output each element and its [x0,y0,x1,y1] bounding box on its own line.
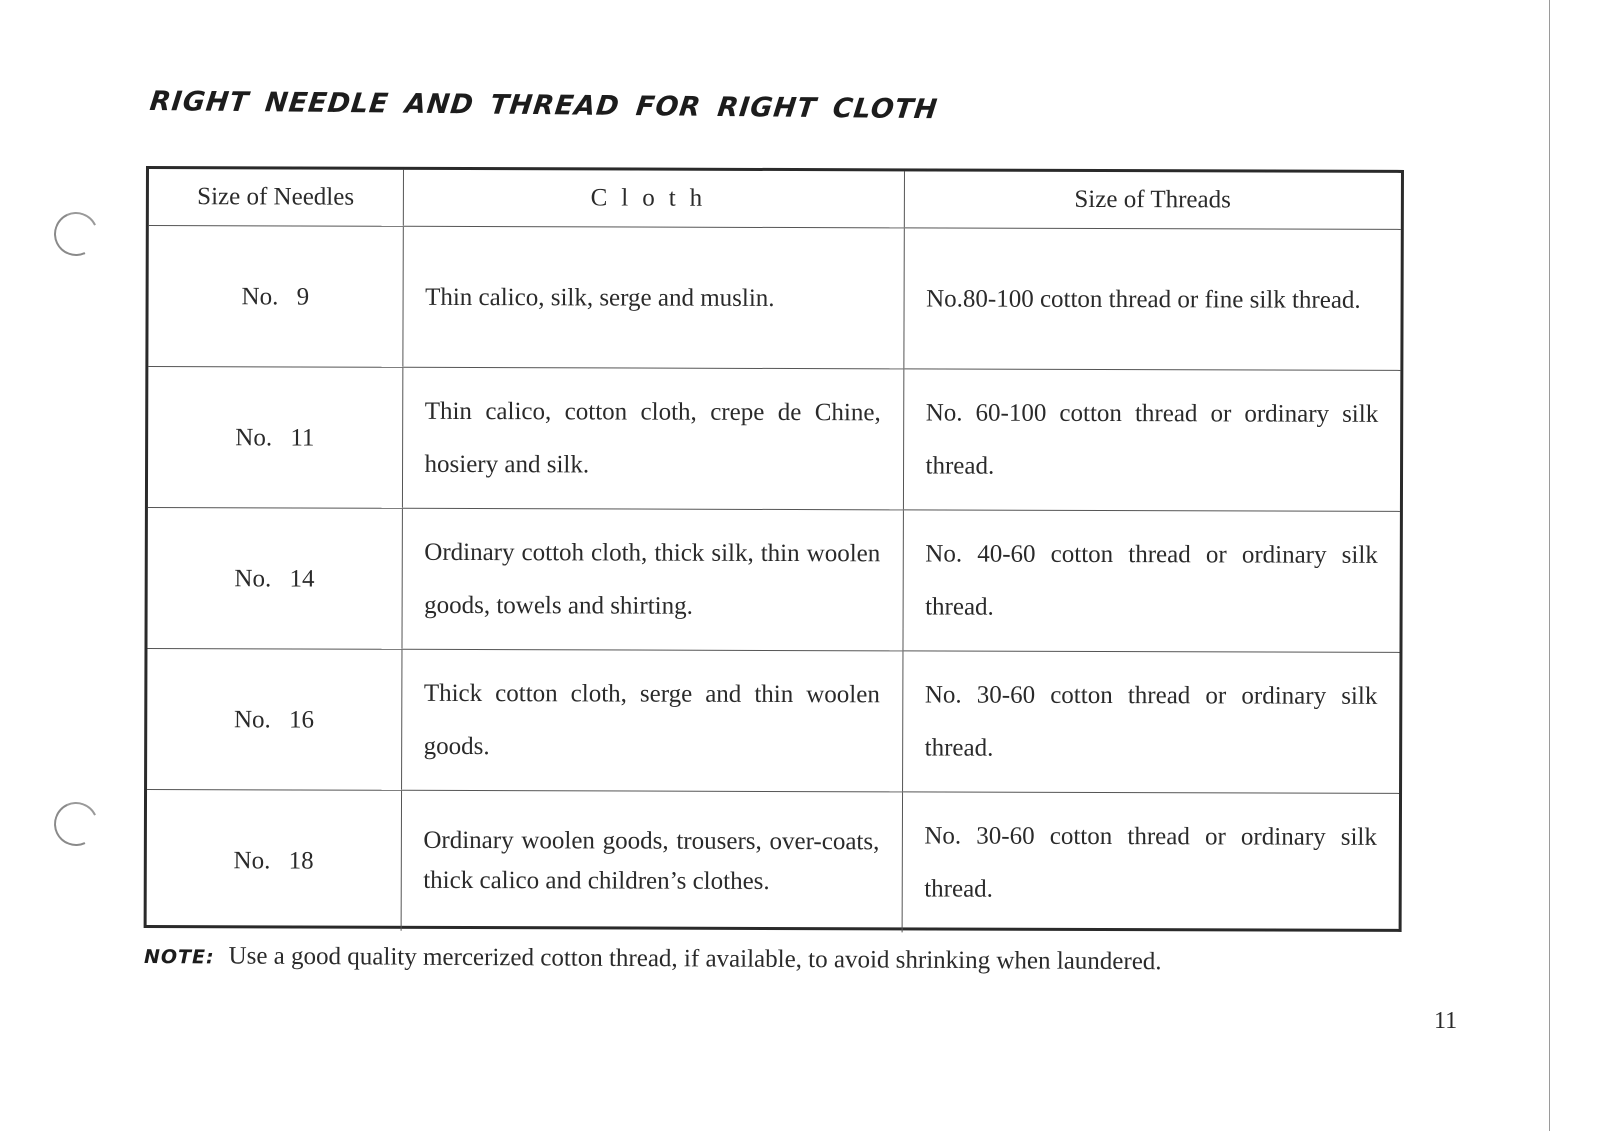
header-thread-size: Size of Threads [904,171,1401,229]
note [144,942,1162,976]
table-row [147,790,1399,934]
needle-size-cell: No. 16 [147,649,401,791]
cloth-cell: Thin calico, cotton cloth, crepe de Chine, hosiery and silk. [402,367,903,510]
needle-size-cell: No. 9 [148,226,402,368]
punch-hole-top [48,206,104,262]
header-cloth: Cloth [403,170,904,228]
note-text: Use a good quality mercerized cotton thread, if available, to avoid shrinking when laundered. [228,942,1162,976]
cloth-cell: Ordinary cottoh cloth, thick silk, thin woolen goods, towels and shirting. [401,508,902,651]
table-row [147,649,1399,794]
page-number: 11 [1434,1008,1458,1034]
table-row [148,226,1400,371]
thread-size-cell: No.80-100 cotton thread or fine silk thread. [903,228,1400,371]
thread-size-cell: No. 30-60 cotton thread or ordinary silk thread. [902,651,1399,794]
cloth-cell: Ordinary woolen goods, trousers, over-coats, thick calico and children’s clothes. [401,790,902,932]
cloth-cell: Thick cotton cloth, serge and thin woolen goods. [401,649,902,792]
punch-hole-bottom [48,796,104,852]
cloth-cell: Thin calico, silk, serge and muslin. [402,226,903,369]
page-edge-line [1549,0,1550,1131]
header-needle-size: Size of Needles [149,169,403,226]
table-row [147,508,1399,653]
page-title: RIGHT NEEDLE AND THREAD FOR RIGHT CLOTH [148,86,940,126]
table-row [148,367,1400,512]
needle-thread-grid [147,169,1401,934]
table-header-row [149,169,1401,229]
note-label: NOTE: [143,946,215,969]
needle-thread-table [144,166,1404,932]
needle-size-cell: No. 11 [148,367,402,509]
needle-size-cell: No. 18 [233,846,314,875]
thread-size-cell: No. 30-60 cotton thread or ordinary silk thread. [902,792,1399,934]
thread-size-cell: No. 60-100 cotton thread or ordinary silk thread. [903,369,1400,512]
needle-size-cell: No. 14 [147,508,401,650]
thread-size-cell: No. 40-60 cotton thread or ordinary silk thread. [902,510,1399,653]
